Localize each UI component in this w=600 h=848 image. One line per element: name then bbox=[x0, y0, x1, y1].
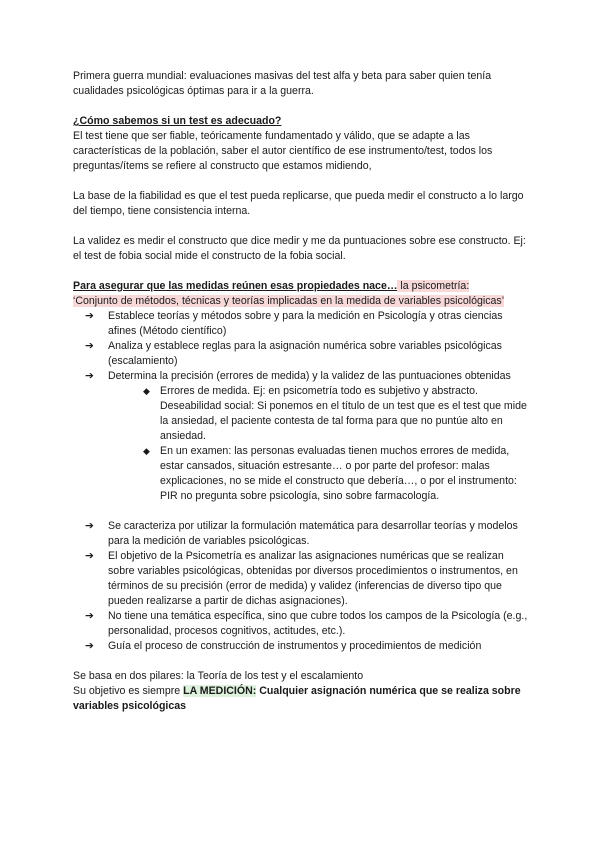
sub-list-item-text: En un examen: las personas evaluadas tienen muchos errores de medida, estar cansados, situación estresante… o por parte del profesor: malas explicaciones, no se mide el constructo que debería…, o por el instrumento: PIR no pregunta sobre psicología, sino sobre farmacología. bbox=[160, 445, 517, 502]
psychometrics-definition bbox=[73, 294, 533, 309]
diamond-icon: ◆ bbox=[143, 386, 150, 396]
section-heading-adequate-test: ¿Cómo sabemos si un test es adecuado? bbox=[73, 115, 282, 127]
diamond-icon: ◆ bbox=[143, 446, 150, 456]
arrow-icon: ➔ bbox=[85, 610, 94, 622]
paragraph-test-requirements: El test tiene que ser fiable, teóricamente fundamentado y válido, que se adapte a las características de la población, saber el autor científico de ese instrumento/test, todos los preguntas/ítems se refiere al constructo que estamos midiendo, bbox=[73, 130, 493, 172]
document-page bbox=[73, 69, 533, 714]
bullet-list bbox=[73, 309, 533, 504]
intro-paragraph: Primera guerra mundial: evaluaciones masivas del test alfa y beta para saber quien tenía cualidades psicológicas óptimas para ir a la guerra. bbox=[73, 70, 492, 97]
list-item-text: Determina la precisión (errores de medida) y la validez de las puntuaciones obtenidas bbox=[108, 370, 511, 382]
definition-text: ‘Conjunto de métodos, técnicas y teorías implicadas en la medida de variables psicológicas’ bbox=[73, 295, 505, 307]
list-item-text: Analiza y establece reglas para la asignación numérica sobre variables psicológicas (escalamiento) bbox=[108, 340, 502, 367]
measurement-highlight: LA MEDICIÓN: bbox=[183, 685, 257, 697]
bullet-list-2 bbox=[73, 519, 533, 654]
section-heading-properties: Para asegurar que las medidas reúnen esas propiedades nace… bbox=[73, 280, 398, 292]
arrow-icon: ➔ bbox=[85, 310, 94, 322]
objective-line bbox=[73, 684, 533, 714]
paragraph-reliability: La base de la fiabilidad es que el test pueda replicarse, que pueda medir el constructo a lo largo del tiempo, tiene consistencia interna. bbox=[73, 190, 524, 217]
list-item bbox=[73, 609, 533, 639]
arrow-icon: ➔ bbox=[85, 370, 94, 382]
psychometrics-heading-line bbox=[73, 279, 533, 294]
sub-list-item bbox=[143, 384, 533, 444]
list-item-text: Establece teorías y métodos sobre y para la medición en Psicología y otras ciencias afines (Método científico) bbox=[108, 310, 503, 337]
list-item bbox=[73, 519, 533, 549]
list-item-text: Se caracteriza por utilizar la formulación matemática para desarrollar teorías y modelos para la medición de variables psicológicas. bbox=[108, 520, 518, 547]
list-item-text: No tiene una temática específica, sino que cubre todos los campos de la Psicología (e.g., personalidad, procesos cognitivos, actitudes, etc.). bbox=[108, 610, 528, 637]
objective-tail: Cualquier asignación numérica que se realiza sobre variables psicológicas bbox=[73, 685, 521, 712]
list-item bbox=[73, 309, 533, 339]
objective-lead: Su objetivo es siempre bbox=[73, 685, 184, 697]
arrow-icon: ➔ bbox=[85, 640, 94, 652]
psychometrics-term: la psicometría: bbox=[397, 280, 470, 292]
list-item-text: El objetivo de la Psicometría es analizar las asignaciones numéricas que se realizan sobre variables psicológicas, obtenidas por diversos procedimientos o instrumentos, en términos de su precisión (error de medida) y validez (inferencias de diverso tipo que pueden realizarse a partir de dichas asignaciones). bbox=[108, 550, 518, 607]
sub-list-item bbox=[143, 444, 533, 504]
sub-list-item-text: Errores de medida. Ej: en psicometría todo es subjetivo y abstracto. Deseabilidad social: Si ponemos en el título de un test que es el test que mide la ansiedad, el paciente contesta de tal forma para que no puntúe alto en ansiedad. bbox=[160, 385, 527, 442]
list-item bbox=[73, 339, 533, 369]
list-item bbox=[73, 549, 533, 609]
pillars-line: Se basa en dos pilares: la Teoría de los test y el escalamiento bbox=[73, 670, 364, 682]
arrow-icon: ➔ bbox=[85, 340, 94, 352]
arrow-icon: ➔ bbox=[85, 550, 94, 562]
list-item bbox=[73, 369, 533, 504]
sub-bullet-list bbox=[108, 384, 533, 504]
list-item bbox=[73, 639, 533, 654]
list-item-text: Guía el proceso de construcción de instrumentos y procedimientos de medición bbox=[108, 640, 482, 652]
arrow-icon: ➔ bbox=[85, 520, 94, 532]
paragraph-validity: La validez es medir el constructo que dice medir y me da puntuaciones sobre ese constructo. Ej: el test de fobia social mide el constructo de la fobia social. bbox=[73, 235, 526, 262]
